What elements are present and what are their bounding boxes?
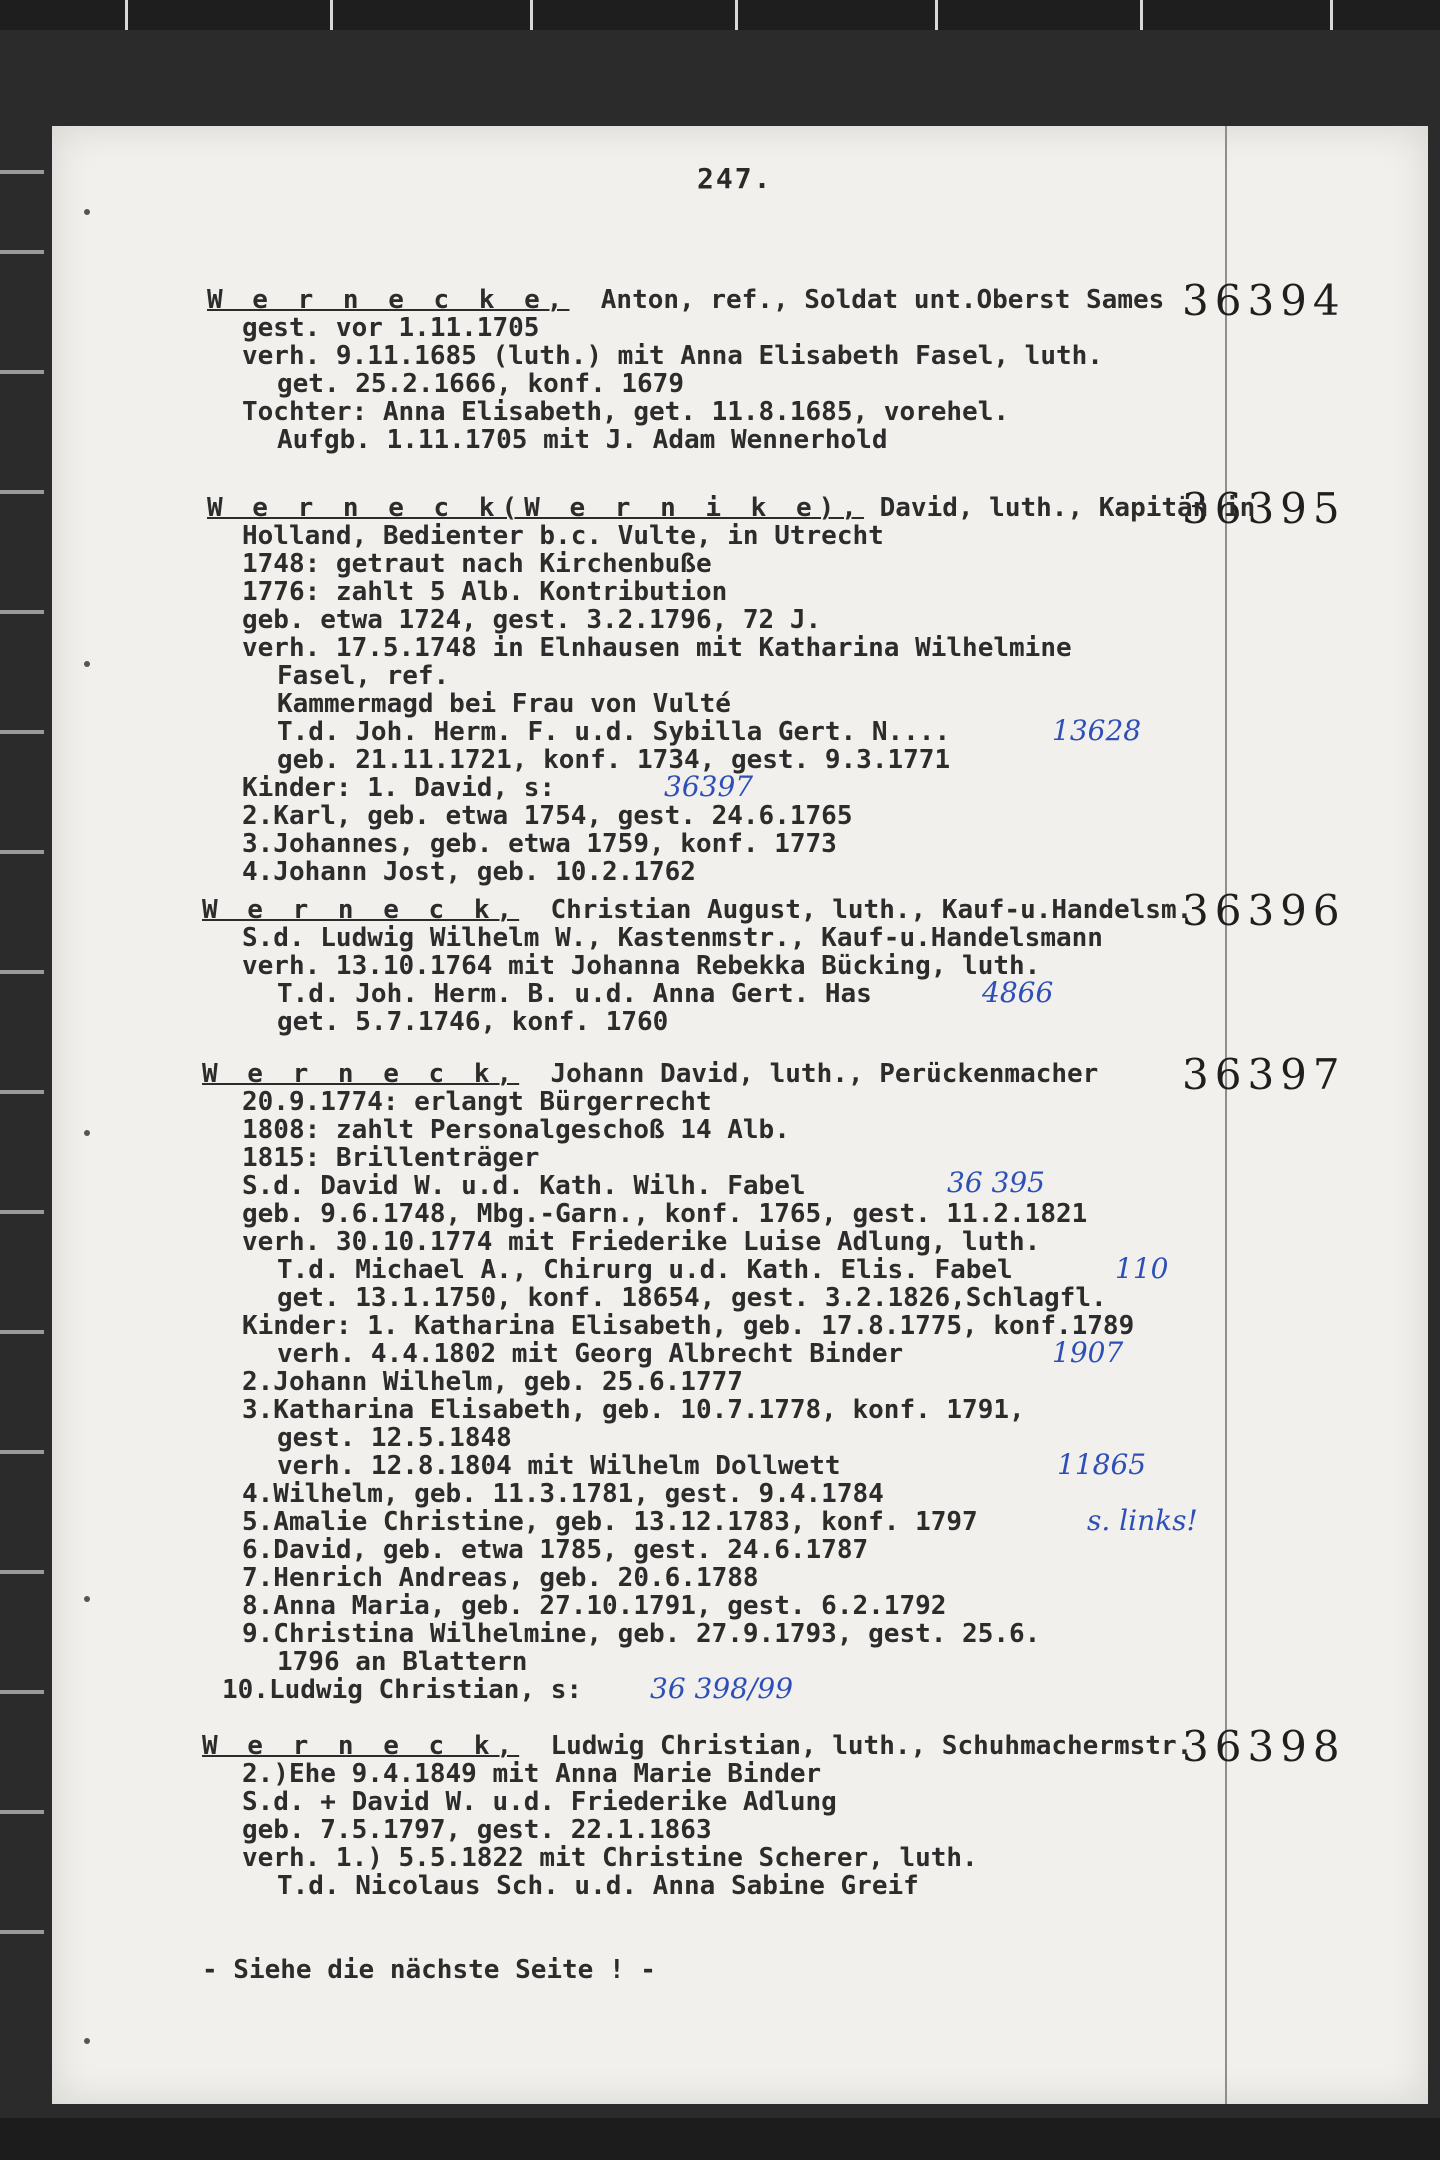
entry-line: geb. 21.11.1721, konf. 1734, gest. 9.3.1771 [277, 745, 951, 775]
entry-line: verh. 12.8.1804 mit Wilhelm Dollwett [277, 1451, 841, 1481]
entry-number: 36394 [1182, 276, 1346, 325]
film-notch [0, 1930, 44, 1934]
page-number: 247. [697, 162, 773, 195]
entry-line: 1815: Brillenträger [242, 1143, 540, 1173]
film-notch [0, 610, 44, 614]
film-notch [0, 490, 44, 494]
entry-line: 4.Johann Jost, geb. 10.2.1762 [242, 857, 696, 887]
punch-mark [84, 209, 90, 215]
entry-line: get. 13.1.1750, konf. 18654, gest. 3.2.1826,Schlagfl. [277, 1283, 1107, 1313]
entry-head [202, 896, 1192, 924]
entry-line: verh. 13.10.1764 mit Johanna Rebekka Bücking, luth. [242, 951, 1041, 981]
entry-head [202, 1060, 1098, 1088]
film-tick [125, 0, 128, 30]
entry-line: gest. 12.5.1848 [277, 1423, 512, 1453]
entry-line: gest. vor 1.11.1705 [242, 313, 540, 343]
entry-number: 36396 [1182, 886, 1346, 935]
entry-line: Fasel, ref. [277, 661, 450, 691]
handwritten-note: 36397 [664, 770, 754, 803]
entry-line: 3.Katharina Elisabeth, geb. 10.7.1778, konf. 1791, [242, 1395, 1025, 1425]
entry-line: Kammermagd bei Frau von Vulté [277, 689, 731, 719]
surname: W e r n e c k, [202, 895, 520, 925]
entry-line: T.d. Nicolaus Sch. u.d. Anna Sabine Greif [277, 1871, 919, 1901]
entry-line: verh. 1.) 5.5.1822 mit Christine Scherer, luth. [242, 1843, 978, 1873]
entry-line: 8.Anna Maria, geb. 27.10.1791, gest. 6.2.1792 [242, 1591, 947, 1621]
punch-mark [84, 1596, 90, 1602]
entry-line: 9.Christina Wilhelmine, geb. 27.9.1793, gest. 25.6. [242, 1619, 1041, 1649]
entry-head-rest: Ludwig Christian, luth., Schuhmachermstr. [550, 1731, 1193, 1761]
entry-head [202, 1732, 1192, 1760]
punch-mark [84, 2038, 90, 2044]
punch-mark [84, 661, 90, 667]
film-tick [735, 0, 738, 30]
entry-head-rest: Christian August, luth., Kauf-u.Handelsm. [550, 895, 1193, 925]
entry-line: 6.David, geb. etwa 1785, gest. 24.6.1787 [242, 1535, 869, 1565]
entry-number: 36398 [1182, 1722, 1346, 1771]
entry-number: 36395 [1182, 484, 1346, 533]
entry-head-rest: Johann David, luth., Perückenmacher [550, 1059, 1099, 1089]
entry-line: S.d. David W. u.d. Kath. Wilh. Fabel [242, 1171, 806, 1201]
handwritten-note: s. links! [1087, 1504, 1198, 1537]
entry-line: T.d. Joh. Herm. F. u.d. Sybilla Gert. N.... [277, 717, 951, 747]
entry-line: 1808: zahlt Personalgeschoß 14 Alb. [242, 1115, 790, 1145]
surname: W e r n e c k [207, 493, 502, 523]
entry-line: verh. 4.4.1802 mit Georg Albrecht Binder [277, 1339, 904, 1369]
handwritten-note: 13628 [1052, 714, 1142, 747]
entry-line: geb. etwa 1724, gest. 3.2.1796, 72 J. [242, 605, 822, 635]
entry-head-rest: Anton, ref., Soldat unt.Oberst Sames [600, 285, 1165, 315]
handwritten-note: 11865 [1057, 1448, 1147, 1481]
entry-line: get. 5.7.1746, konf. 1760 [277, 1007, 669, 1037]
handwritten-note: 1907 [1052, 1336, 1124, 1369]
film-tick [1330, 0, 1333, 30]
entry-line: 2.Johann Wilhelm, geb. 25.6.1777 [242, 1367, 743, 1397]
film-strip-top [0, 0, 1440, 30]
surname: W e r n e c k e, [207, 285, 570, 315]
film-notch [0, 1570, 44, 1574]
entry-head [207, 286, 1164, 314]
entry-line: 2.)Ehe 9.4.1849 mit Anna Marie Binder [242, 1759, 822, 1789]
entry-line: 1796 an Blattern [277, 1647, 528, 1677]
entry-number: 36397 [1182, 1050, 1346, 1099]
entry-line: S.d. Ludwig Wilhelm W., Kastenmstr., Kauf-u.Handelsmann [242, 923, 1103, 953]
film-strip-bottom [0, 2118, 1440, 2160]
film-notch [0, 1450, 44, 1454]
entry-line: Tochter: Anna Elisabeth, get. 11.8.1685, vorehel. [242, 397, 1010, 427]
entry-line: 1748: getraut nach Kirchenbuße [242, 549, 712, 579]
margin-rule [1225, 126, 1227, 2104]
entry-line: verh. 9.11.1685 (luth.) mit Anna Elisabeth Fasel, luth. [242, 341, 1103, 371]
handwritten-note: 4866 [982, 976, 1054, 1009]
surname: W e r n e c k, [202, 1059, 520, 1089]
entry-line: verh. 30.10.1774 mit Friederike Luise Adlung, luth. [242, 1227, 1041, 1257]
film-tick [935, 0, 938, 30]
entry-line: 10.Ludwig Christian, s: [222, 1675, 583, 1705]
entry-line: 1776: zahlt 5 Alb. Kontribution [242, 577, 728, 607]
surname: W e r n e c k, [202, 1731, 520, 1761]
handwritten-note: 36 398/99 [650, 1672, 794, 1705]
entry-line: 4.Wilhelm, geb. 11.3.1781, gest. 9.4.1784 [242, 1479, 884, 1509]
film-notch [0, 1690, 44, 1694]
film-notch [0, 250, 44, 254]
entry-line: Kinder: 1. Katharina Elisabeth, geb. 17.8.1775, konf.1789 [242, 1311, 1135, 1341]
entry-line: Aufgb. 1.11.1705 mit J. Adam Wennerhold [277, 425, 888, 455]
film-strip-left [0, 130, 52, 2080]
entry-line: 7.Henrich Andreas, geb. 20.6.1788 [242, 1563, 759, 1593]
film-notch [0, 1210, 44, 1214]
document-page [52, 126, 1428, 2104]
film-notch [0, 1810, 44, 1814]
entry-line: T.d. Michael A., Chirurg u.d. Kath. Elis. Fabel [277, 1255, 1013, 1285]
film-tick [330, 0, 333, 30]
entry-line: Holland, Bedienter b.c. Vulte, in Utrecht [242, 521, 884, 551]
entry-line: 3.Johannes, geb. etwa 1759, konf. 1773 [242, 829, 837, 859]
entry-line: get. 25.2.1666, konf. 1679 [277, 369, 684, 399]
entry-line: 2.Karl, geb. etwa 1754, gest. 24.6.1765 [242, 801, 853, 831]
entry-line: verh. 17.5.1748 in Elnhausen mit Katharina Wilhelmine [242, 633, 1072, 663]
entry-line: 5.Amalie Christine, geb. 13.12.1783, konf. 1797 [242, 1507, 978, 1537]
entry-line: geb. 7.5.1797, gest. 22.1.1863 [242, 1815, 712, 1845]
entry-line: T.d. Joh. Herm. B. u.d. Anna Gert. Has [277, 979, 872, 1009]
entry-line: S.d. + David W. u.d. Friederike Adlung [242, 1787, 837, 1817]
film-notch [0, 1330, 44, 1334]
film-notch [0, 1090, 44, 1094]
film-tick [1140, 0, 1143, 30]
film-notch [0, 850, 44, 854]
handwritten-note: 110 [1115, 1252, 1169, 1285]
film-notch [0, 370, 44, 374]
film-notch [0, 730, 44, 734]
film-notch [0, 170, 44, 174]
film-notch [0, 970, 44, 974]
entry-line: Kinder: 1. David, s: [242, 773, 556, 803]
entry-line: 20.9.1774: erlangt Bürgerrecht [242, 1087, 712, 1117]
punch-mark [84, 1130, 90, 1136]
entry-head [207, 494, 1255, 522]
surname-variant: (W e r n i k e), [501, 493, 864, 523]
film-tick [530, 0, 533, 30]
handwritten-note: 36 395 [947, 1166, 1045, 1199]
footer-note: - Siehe die nächste Seite ! - [202, 1955, 656, 1985]
entry-line: geb. 9.6.1748, Mbg.-Garn., konf. 1765, gest. 11.2.1821 [242, 1199, 1088, 1229]
entry-head-rest: David, luth., Kapitän in [879, 493, 1256, 523]
